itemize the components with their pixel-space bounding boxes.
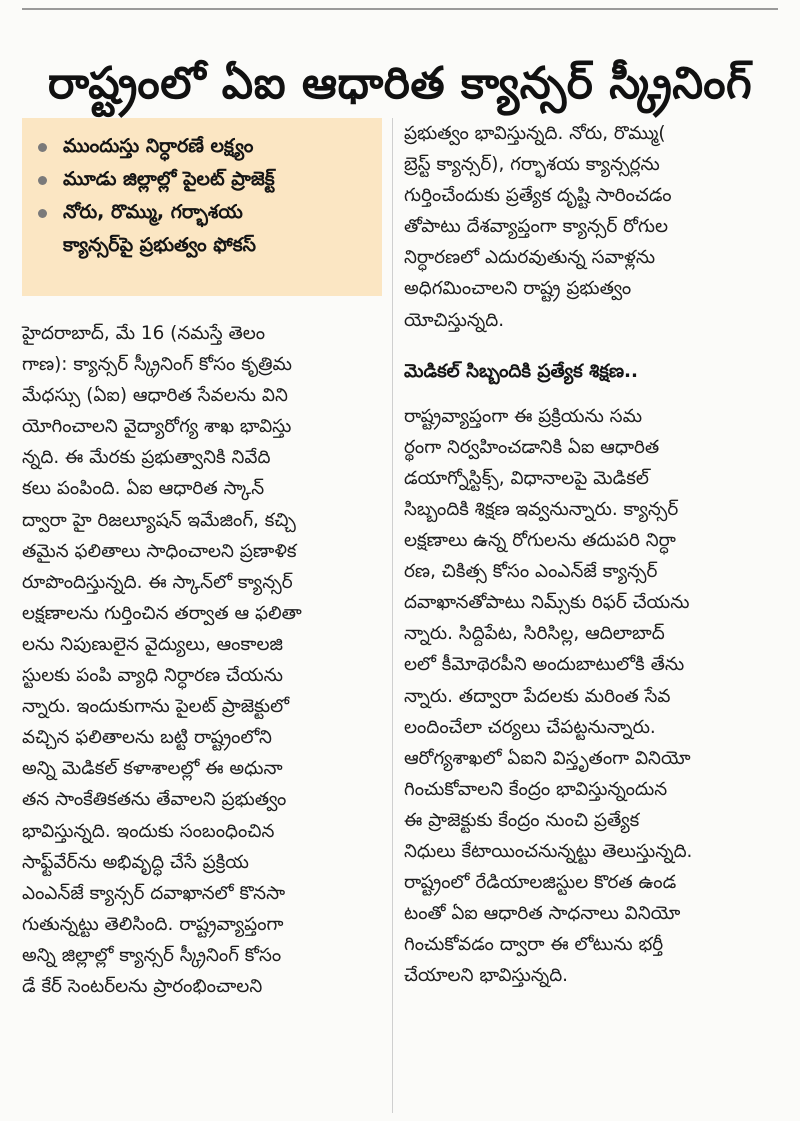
bullet-icon: [38, 176, 47, 185]
bullet-icon: [38, 143, 47, 152]
article-body-right-1: ప్రభుత్వం భావిస్తున్నది. నోరు, రొమ్ము( బ్రెస్ట్ క్యాన్సర్), గర్భాశయ క్యాన్సర్లను గుర్తించేందుకు ప్రత్యేక దృష్టి సారించడం తోపాటు దేశవ్యాప్తంగా క్యాన్సర్ రోగుల నిర్ధారణలో ఎదురవుతున్న సవాళ్లను అధిగమించాలని రాష్ట్ర ప్రభుత్వం యోచిస్తున్నది.: [404, 123, 672, 331]
article-columns: [22, 118, 782, 1113]
highlight-text: నోరు, రొమ్ము, గర్భాశయ క్యాన్సర్‌పై ప్రభుత్వం ఫోకస్: [63, 201, 256, 256]
bullet-icon: [38, 209, 47, 218]
highlights-box: [22, 118, 382, 296]
top-rule: [22, 8, 778, 10]
right-column: [404, 118, 782, 1113]
headline: రాష్ట్రంలో ఏఐ ఆధారిత క్యాన్సర్ స్క్రీనింగ్: [47, 58, 753, 110]
highlight-item: [34, 196, 370, 262]
highlight-item: [34, 163, 370, 196]
article-body-right-2: రాష్ట్రవ్యాప్తంగా ఈ ప్రక్రియను సమ ర్థంగా నిర్వహించడానికి ఏఐ ఆధారిత డయాగ్నోస్టిక్స్, విధానాలపై మెడికల్ సిబ్బందికి శిక్షణ ఇవ్వనున్నారు. క్యాన్సర్ లక్షణాలు ఉన్న రోగులను తదుపరి నిర్ధా రణ, చికిత్స కోసం ఎంఎన్‌జే క్యాన్సర్ దవాఖానతోపాటు నిమ్స్‌కు రిఫర్ చేయను న్నారు. సిద్దిపేట, సిరిసిల్ల, ఆదిలాబాద్ లలో కీమోథెరపీని అందుబాటులోకి తేను న్నారు. తద్వారా పేదలకు మరింత సేవ లందించేలా చర్యలు చేపట్టనున్నారు. ఆరోగ్యశాఖలో ఏఐని విస్తృతంగా వినియో గించుకోవాలని కేంద్రం భావిస్తున్నందున ఈ ప్రాజెక్టుకు కేంద్రం నుంచి ప్రత్యేక నిధులు కేటాయించనున్నట్టు తెలుస్తున్నది. రాష్ట్రంలో రేడియాలజిస్టుల కొరత ఉండ టంతో ఏఐ ఆధారిత సాధనాలు వినియో గించుకోవడం ద్వారా ఈ లోటును భర్తీ చేయాలని భావిస్తున్నది.: [404, 405, 693, 987]
highlight-text: ముందుస్తు నిర్ధారణే లక్ష్యం: [63, 135, 254, 157]
left-column: [22, 118, 382, 1113]
subheading: మెడికల్ సిబ్బందికి ప్రత్యేక శిక్షణ..: [404, 360, 639, 382]
article-body-left: హైదరాబాద్, మే 16 (నమస్తే తెలం గాణ): క్యాన్సర్ స్క్రీనింగ్ కోసం కృత్రిమ మేధస్సు (ఏఐ) ఆధారిత సేవలను విని యోగించాలని వైద్యారోగ్య శాఖ భావిస్తు న్నది. ఈ మేరకు ప్రభుత్వానికి నివేది కలు పంపింది. ఏఐ ఆధారిత స్కాన్ ద్వారా హై రిజల్యూషన్ ఇమేజింగ్, కచ్చి తమైన ఫలితాలు సాధించాలని ప్రణాళిక రూపొందిస్తున్నది. ఈ స్కాన్‌లో క్యాన్సర్ లక్షణాలను గుర్తించిన తర్వాత ఆ ఫలితా లను నిపుణులైన వైద్యులు, ఆంకాలజి స్టులకు పంపి వ్యాధి నిర్ధారణ చేయను న్నారు. ఇందుకుగాను పైలట్ ప్రాజెక్టులో వచ్చిన ఫలితాలను బట్టి రాష్ట్రంలోని అన్ని మెడికల్ కళాశాలల్లో ఈ అధునా తన సాంకేతికతను తేవాలని ప్రభుత్వం భావిస్తున్నది. ఇందుకు సంబంధించిన సాఫ్ట్‌వేర్‌ను అభివృద్ధి చేసే ప్రక్రియ ఎంఎన్‌జే క్యాన్సర్ దవాఖానలో కొనసా గుతున్నట్టు తెలిసింది. రాష్ట్రవ్యాప్తంగా అన్ని జిల్లాల్లో క్యాన్సర్ స్క్రీనింగ్ కోసం డే కేర్ సెంటర్‌లను ప్రారంభించాలని: [22, 323, 302, 997]
column-divider: [392, 118, 393, 1113]
highlight-text: మూడు జిల్లాల్లో పైలట్ ప్రాజెక్ట్: [63, 168, 275, 190]
highlight-item: [34, 130, 370, 163]
